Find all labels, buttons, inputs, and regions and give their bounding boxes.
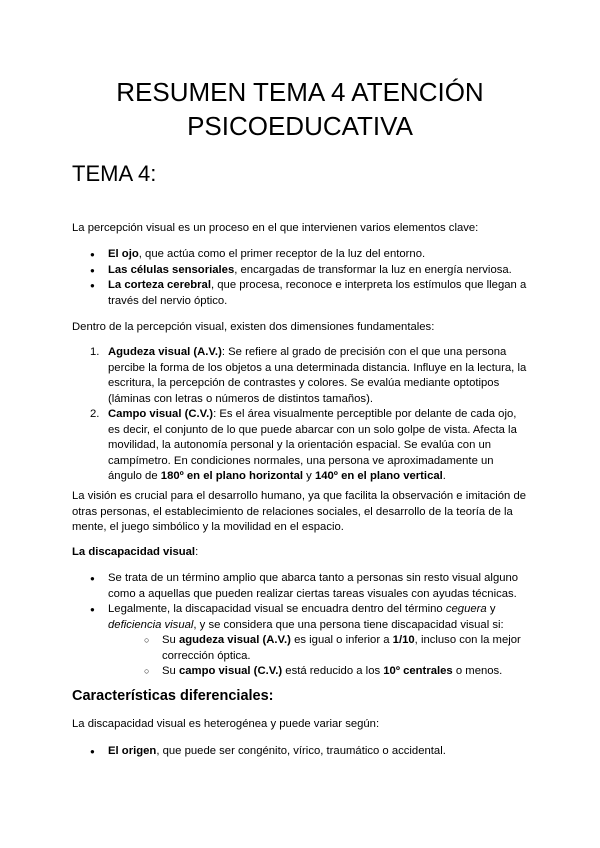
item-text: : Se refiere al grado de precisión con el que una persona percibe la forma de los objetos a una determinada distancia. Influye en la lectura, la escritura, la percepción de contrastes y colores. Se evalúa mediante optotipos (láminas con letras o números de distintos tamaños).	[108, 346, 527, 405]
title-line-1: RESUMEN TEMA 4 ATENCIÓN	[116, 77, 484, 107]
item-term: Las células sensoriales	[108, 263, 235, 276]
dimensions-intro: Dentro de la percepción visual, existen dos dimensiones fundamentales:	[72, 321, 435, 333]
list-item	[90, 263, 530, 279]
item-text: , que actúa como el primer receptor de la luz del entorno.	[138, 248, 426, 260]
item-text: Su	[162, 665, 179, 677]
dimensions-list	[90, 345, 530, 485]
item-text: y	[486, 603, 496, 615]
threshold-value: 1/10	[392, 634, 415, 646]
item-text: Legalmente, la discapacidad visual se encuadra dentro del término	[108, 603, 446, 615]
item-text: Se trata de un término amplio que abarca tanto a personas sin resto visual alguno como a aquellas que pueden realizar ciertas tareas visuales con ayudas técnicas.	[108, 572, 519, 600]
disability-title: La discapacidad visual	[72, 546, 196, 558]
item-text: y	[303, 470, 315, 482]
list-item	[90, 602, 530, 680]
item-text: : Es el área visualmente perceptible por delante de cada ojo, es decir, el conjunto de lo que puede abarcar con un solo golpe de vista. Afecta la movilidad, la autonomía personal y la orientación espacial. Se evalúa con un campímetro. En condiciones normales, una persona ve aproximadamente un ángulo de	[108, 408, 517, 482]
disability-heading	[72, 545, 532, 561]
item-text: , y se considera que una persona tiene discapacidad visual si:	[193, 618, 504, 631]
item-term: Agudeza visual (A.V.)	[108, 346, 222, 358]
characteristics-list	[90, 744, 530, 760]
characteristics-heading: Características diferenciales:	[72, 688, 274, 704]
term-deficiencia: deficiencia visual	[108, 618, 194, 631]
section-heading: TEMA 4:	[72, 161, 157, 186]
list-item	[90, 744, 530, 760]
title-line-2: PSICOEDUCATIVA	[187, 111, 413, 141]
disability-list	[90, 571, 530, 680]
item-term: La corteza cerebral	[108, 279, 211, 291]
item-text: , que puede ser congénito, vírico, traumático o accidental.	[156, 745, 446, 757]
list-item	[144, 633, 530, 664]
item-term: campo visual (C.V.)	[178, 665, 283, 677]
intro-paragraph: La percepción visual es un proceso en el que intervienen varios elementos clave:	[72, 222, 479, 234]
characteristics-intro: La discapacidad visual es heterogénea y puede variar según:	[72, 718, 380, 730]
item-text: , incluso con la mejor corrección óptica.	[162, 634, 521, 662]
item-term: Campo visual (C.V.)	[108, 408, 214, 420]
term-ceguera: ceguera	[445, 603, 487, 615]
list-item	[90, 345, 530, 407]
item-term: El ojo	[108, 248, 139, 260]
list-item	[90, 571, 530, 602]
vertical-angle: 140º en el plano vertical	[314, 470, 443, 482]
horizontal-angle: 180º en el plano horizontal	[160, 470, 304, 482]
list-item	[90, 278, 530, 309]
item-number: 2.	[90, 408, 100, 420]
item-text: , que procesa, reconoce e interpreta los estímulos que llegan a través del nervio óptico.	[108, 279, 527, 307]
threshold-value: 10º centrales	[383, 665, 453, 677]
item-text: es igual o inferior a	[290, 634, 393, 646]
colon: :	[195, 546, 199, 558]
item-text: está reducido a los	[282, 665, 384, 677]
item-text: Su	[162, 634, 179, 646]
criteria-list	[144, 633, 530, 680]
vision-paragraph: La visión es crucial para el desarrollo humano, ya que facilita la observación e imitación de otras personas, el establecimiento de relaciones sociales, el desarrollo de la teoría de la mente, el juego simbólico y la movilidad en el espacio.	[72, 490, 527, 533]
list-item	[90, 247, 530, 263]
document-title	[0, 75, 600, 143]
elements-list	[90, 247, 530, 309]
item-text: .	[442, 470, 446, 482]
item-number: 1.	[90, 346, 100, 358]
item-term: El origen	[108, 745, 157, 757]
item-text: , encargadas de transformar la luz en energía nerviosa.	[234, 263, 512, 276]
item-text: o menos.	[452, 665, 503, 677]
item-term: agudeza visual (A.V.)	[178, 634, 291, 646]
list-item	[90, 407, 530, 485]
list-item	[144, 664, 530, 680]
